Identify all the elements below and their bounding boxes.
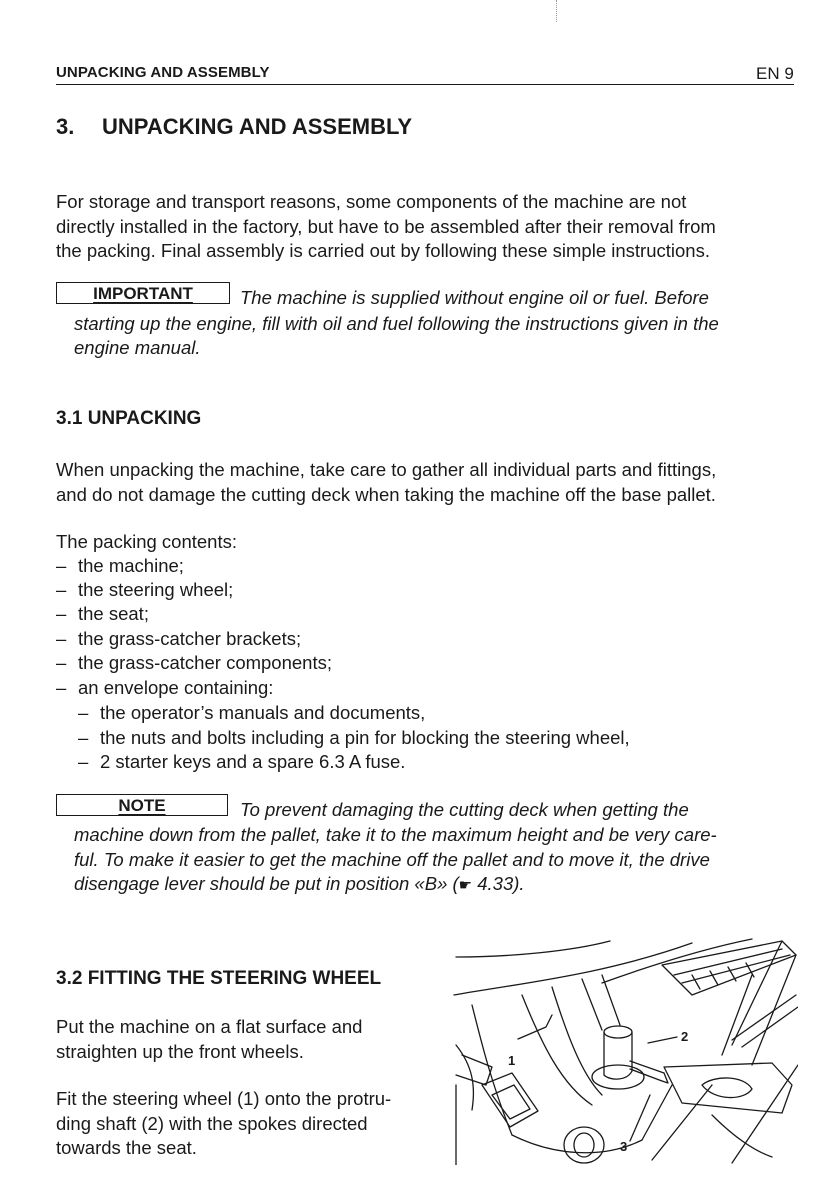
list-item: – the grass-catcher components; bbox=[56, 652, 332, 673]
important-text-line: starting up the engine, fill with oil and fuel following the instructions given in the bbox=[74, 313, 719, 334]
list-item: – the machine; bbox=[56, 555, 184, 576]
pointing-hand-icon: ☛ bbox=[458, 877, 473, 894]
list-item: – the grass-catcher brackets; bbox=[56, 628, 302, 649]
steering-line: towards the seat. bbox=[56, 1137, 197, 1158]
steering-line: ding shaft (2) with the spokes directed bbox=[56, 1112, 368, 1134]
steering-paragraph-2 bbox=[56, 1087, 391, 1161]
intro-line: For storage and transport reasons, some components of the machine are not bbox=[56, 191, 687, 212]
steering-line: Fit the steering wheel (1) onto the protru- bbox=[56, 1088, 392, 1109]
list-item: – the seat; bbox=[56, 603, 149, 624]
intro-line: the packing. Final assembly is carried out by following these simple instructions. bbox=[56, 240, 710, 261]
section-title bbox=[56, 114, 412, 140]
note-text-line: disengage lever should be put in position «B» (☛ 4.33). bbox=[74, 873, 525, 894]
important-text-line: engine manual. bbox=[74, 337, 201, 358]
note-text-line: To prevent damaging the cutting deck when getting the bbox=[240, 799, 689, 820]
section-number: 3. bbox=[56, 114, 75, 139]
figure-callout: 2 bbox=[681, 1029, 689, 1044]
steering-line: Put the machine on a flat surface and bbox=[56, 1016, 363, 1037]
sub-list-item: – the operator’s manuals and documents, bbox=[78, 702, 426, 723]
note-text-line: ful. To make it easier to get the machine off the pallet and to move it, the drive bbox=[74, 849, 710, 870]
sub-list-item: – 2 starter keys and a spare 6.3 A fuse. bbox=[78, 751, 406, 772]
list-item: – the steering wheel; bbox=[56, 579, 234, 600]
unpacking-line: When unpacking the machine, take care to gather all individual parts and fittings, bbox=[56, 459, 717, 480]
contents-title: The packing contents: bbox=[56, 531, 237, 552]
unpacking-line: and do not damage the cutting deck when taking the machine off the base pallet. bbox=[56, 483, 716, 505]
steering-line: straighten up the front wheels. bbox=[56, 1040, 304, 1062]
sub-list-item: – the nuts and bolts including a pin for blocking the steering wheel, bbox=[78, 727, 630, 748]
steering-paragraph-1 bbox=[56, 1015, 362, 1064]
section-title-text: UNPACKING AND ASSEMBLY bbox=[102, 114, 413, 139]
page-number: EN 9 bbox=[756, 64, 794, 83]
steering-shaft-illustration bbox=[452, 935, 798, 1165]
unpacking-heading: 3.1 UNPACKING bbox=[56, 408, 202, 429]
note-text-line: machine down from the pallet, take it to the maximum height and be very care- bbox=[74, 824, 717, 845]
steering-heading: 3.2 FITTING THE STEERING WHEEL bbox=[56, 968, 382, 989]
figure-callout: 1 bbox=[508, 1053, 516, 1068]
figure-callout: 3 bbox=[620, 1139, 628, 1154]
header-rule bbox=[56, 84, 794, 85]
list-item: – an envelope containing: bbox=[56, 677, 274, 698]
unpacking-paragraph bbox=[56, 458, 716, 507]
important-text-line: The machine is supplied without engine oil or fuel. Before bbox=[240, 287, 709, 308]
intro-line: directly installed in the factory, but have to be assembled after their removal from bbox=[56, 215, 716, 237]
important-label: IMPORTANT bbox=[56, 282, 230, 304]
intro-paragraph bbox=[56, 190, 716, 264]
note-label: NOTE bbox=[56, 794, 228, 816]
running-header-title: UNPACKING AND ASSEMBLY bbox=[56, 64, 270, 81]
page-edge-mark bbox=[556, 0, 557, 22]
